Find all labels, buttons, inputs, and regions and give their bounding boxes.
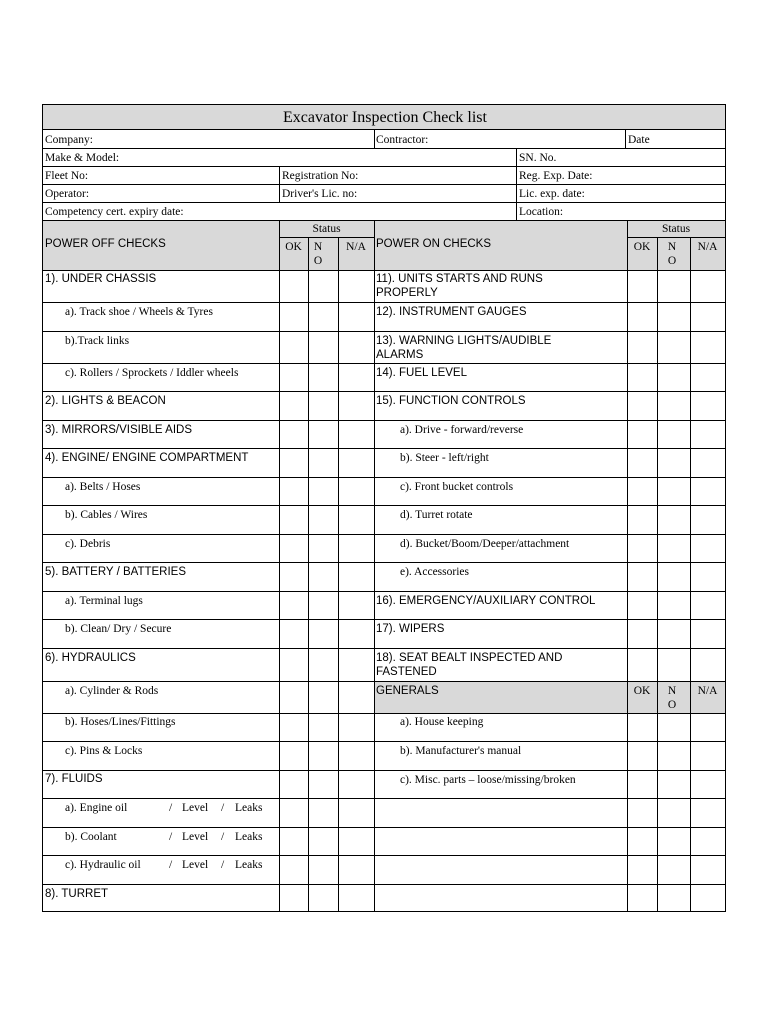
check-wipers: 17). WIPERS [376,623,445,635]
check-bucket-boom: d). Bucket/Boom/Deeper/attachment [400,538,570,550]
check-fluids: 7). FLUIDS [45,773,103,785]
fluid-slash-1: / [169,802,173,814]
registration-no-label[interactable]: Registration No: [282,170,359,182]
check-warning-lights-line2: ALARMS [376,349,424,361]
fluid-level-1: Level [182,802,209,814]
na-header-left: N/A [346,241,366,253]
check-hydraulic-oil: c). Hydraulic oil [65,859,141,871]
check-hydraulics: 6). HYDRAULICS [45,652,136,664]
check-engine-oil: a). Engine oil [65,802,128,814]
na-header-generals: N/A [697,685,718,697]
check-track-shoe: a). Track shoe / Wheels & Tyres [65,306,213,318]
no-header-right-o: O [667,255,677,267]
check-terminal-lugs: a). Terminal lugs [65,595,143,607]
check-house-keeping: a). House keeping [400,716,484,728]
fluid-level-2: Level [182,831,209,843]
ok-header-left: OK [285,241,302,253]
ok-header-generals: OK [633,685,651,697]
check-cylinder: a). Cylinder & Rods [65,685,159,697]
check-seat-belt: 18). SEAT BEALT INSPECTED AND [376,652,563,664]
check-warning-lights: 13). WARNING LIGHTS/AUDIBLE [376,335,552,347]
check-turret: 8). TURRET [45,888,109,900]
check-clean-dry: b). Clean/ Dry / Secure [65,623,172,635]
fluid-slash-4: / [221,831,225,843]
power-off-heading: POWER OFF CHECKS [45,238,166,250]
na-header-right: N/A [697,241,718,253]
check-unit-starts: 11). UNITS STARTS AND RUNS [376,273,543,285]
check-coolant: b). Coolant [65,831,117,843]
check-cables: b). Cables / Wires [65,509,148,521]
date-label[interactable]: Date [628,134,650,146]
no-header-left-o: O [313,255,323,267]
no-header-generals-o: O [667,699,677,711]
reg-exp-date-label[interactable]: Reg. Exp. Date: [519,170,593,182]
no-header-right-n: N [667,241,677,253]
check-steer: b). Steer - left/right [400,452,489,464]
page-title: Excavator Inspection Check list [283,109,487,126]
fluid-leaks-3: Leaks [235,859,263,871]
check-fuel-level: 14). FUEL LEVEL [376,367,467,379]
inspection-checklist-form [42,104,726,912]
check-track-links: b).Track links [65,335,130,347]
generals-heading: GENERALS [376,685,439,697]
check-mirrors: 3). MIRRORS/VISIBLE AIDS [45,424,192,436]
fluid-leaks-2: Leaks [235,831,263,843]
fluid-slash-6: / [221,859,225,871]
check-drive: a). Drive - forward/reverse [400,424,524,436]
check-seat-belt-line2: FASTENED [376,666,437,678]
status-header-left: Status [312,223,341,235]
fluid-level-3: Level [182,859,209,871]
check-function-controls: 15). FUNCTION CONTROLS [376,395,526,407]
fluid-slash-5: / [169,859,173,871]
check-misc-parts: c). Misc. parts – loose/missing/broken [400,774,576,786]
location-label[interactable]: Location: [519,206,564,218]
check-engine: 4). ENGINE/ ENGINE COMPARTMENT [45,452,249,464]
check-debris: c). Debris [65,538,111,550]
status-header-right: Status [661,223,691,235]
check-instrument-gauges: 12). INSTRUMENT GAUGES [376,306,527,318]
company-label[interactable]: Company: [45,134,93,146]
ok-header-right: OK [633,241,651,253]
check-pins-locks: c). Pins & Locks [65,745,143,757]
fluid-slash-2: / [221,802,225,814]
check-accessories: e). Accessories [400,566,469,578]
check-emergency-control: 16). EMERGENCY/AUXILIARY CONTROL [376,595,596,607]
fluid-slash-3: / [169,831,173,843]
no-header-generals-n: N [667,685,677,697]
check-turret-rotate: d). Turret rotate [400,509,473,521]
fleet-no-label[interactable]: Fleet No: [45,170,89,182]
check-lights-beacon: 2). LIGHTS & BEACON [45,395,166,407]
fluid-leaks-1: Leaks [235,802,263,814]
operator-label[interactable]: Operator: [45,188,90,200]
check-hoses-lines: b). Hoses/Lines/Fittings [65,716,176,728]
check-rollers: c). Rollers / Sprockets / Iddler wheels [65,367,239,379]
power-on-heading: POWER ON CHECKS [376,238,492,250]
sn-label[interactable]: SN. No. [519,152,557,164]
check-front-bucket: c). Front bucket controls [400,481,514,493]
drivers-lic-label[interactable]: Driver's Lic. no: [282,188,358,200]
check-battery: 5). BATTERY / BATTERIES [45,566,187,578]
no-header-left-n: N [313,241,323,253]
check-manufacturers-manual: b). Manufacturer's manual [400,745,522,757]
contractor-label[interactable]: Contractor: [376,134,429,146]
check-belts: a). Belts / Hoses [65,481,141,493]
make-model-label[interactable]: Make & Model: [45,152,120,164]
check-under-chassis: 1). UNDER CHASSIS [45,273,157,285]
competency-cert-label[interactable]: Competency cert. expiry date: [45,206,184,218]
lic-exp-date-label[interactable]: Lic. exp. date: [519,188,585,200]
check-unit-starts-line2: PROPERLY [376,287,438,299]
